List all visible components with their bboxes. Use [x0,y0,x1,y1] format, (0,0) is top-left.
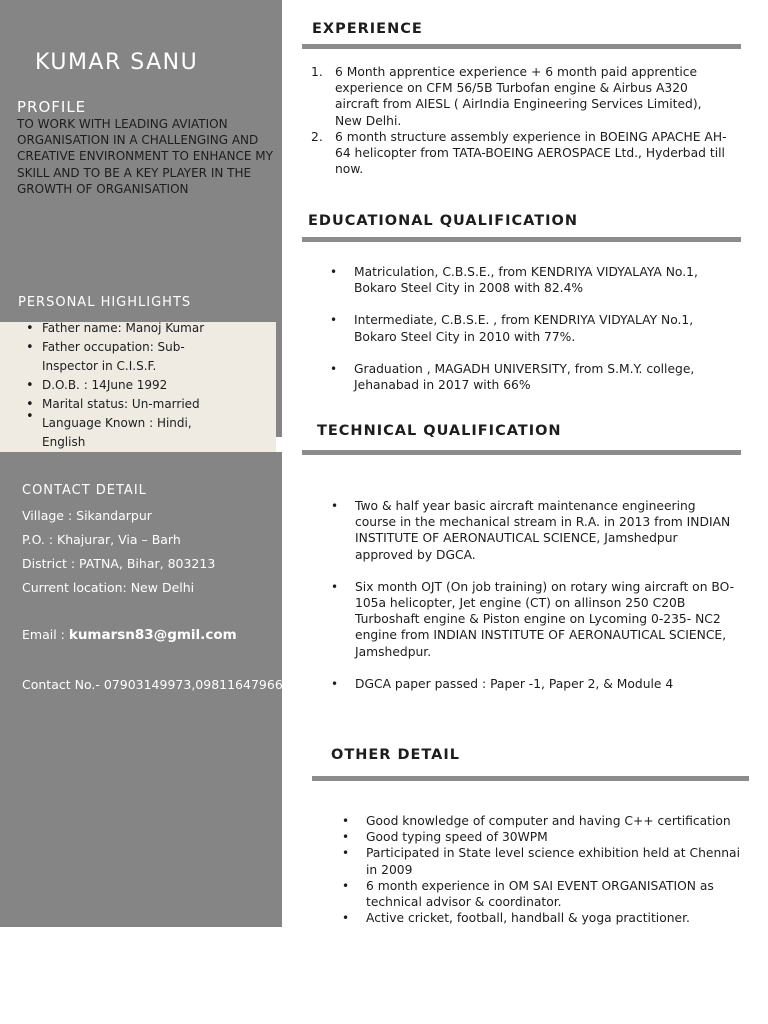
bullet-icon: • [331,499,339,513]
bullet-icon: • [330,265,338,279]
education-divider [302,237,741,242]
contact-district: District : PATNA, Bihar, 803213 [22,556,216,571]
technical-item: • Six month OJT (On job training) on rotary wing aircraft on BO-105a helicopter, Jet engine (CT) on allinson 250 C20B Turboshaft engine & Piston engine on Lycoming 0-235- NC2 engine from INDIAN INSTITUTE OF AERONAUTICAL SCIENCE, Jamshedpur. [331,579,735,659]
experience-divider [302,44,741,49]
candidate-name: KUMAR SANU [35,50,199,75]
profile-text: TO WORK WITH LEADING AVIATION ORGANISATION IN A CHALLENGING AND CREATIVE ENVIRONMENT TO ENHANCE MY SKILL AND TO BE A KEY PLAYER IN THE GROWTH OF ORGANISATION [17,117,273,196]
highlight-languages-cont: English [42,435,86,449]
education-item: • Graduation , MAGADH UNIVERSITY, from S.M.Y. college, Jehanabad in 2017 with 66% [330,361,695,393]
other-item: • Active cricket, football, handball & yoga practitioner. [342,911,690,926]
bullet-icon: • [342,830,350,845]
technical-heading: TECHNICAL QUALIFICATION [317,423,562,439]
bullet-icon: • [26,397,34,412]
highlight-father-occupation-cont: Inspector in C.I.S.F. [42,359,157,373]
contact-po: P.O. : Khajurar, Via – Barh [22,532,181,547]
highlight-father-name: • Father name: Manoj Kumar [26,321,205,336]
technical-list [331,498,736,692]
other-divider [312,776,749,781]
bullet-icon: • [342,878,350,893]
education-item: • Matriculation, C.B.S.E., from KENDRIYA VIDYALAYA No.1, Bokaro Steel City in 2008 with 82.4% [330,265,698,296]
contact-location: Current location: New Delhi [22,580,195,595]
other-item: • Good knowledge of computer and having C++ certification [342,814,731,828]
experience-item: 2. 6 month structure assembly experience in BOEING APACHE AH-64 helicopter from TATA-BOEING AEROSPACE Ltd., Hyderbad till now. [311,129,727,177]
bullet-icon: • [342,846,350,861]
contact-village: Village : Sikandarpur [22,508,152,523]
technical-divider [302,450,741,455]
contact-email [22,627,237,643]
education-list [330,264,725,393]
education-heading: EDUCATIONAL QUALIFICATION [308,213,579,229]
bullet-icon: • [26,340,34,355]
personal-highlights-heading: PERSONAL HIGHLIGHTS [18,295,192,310]
email-label: Email : [22,627,69,642]
bullet-icon: • [330,361,338,376]
bullet-icon: • [26,378,34,393]
personal-highlights-list [0,319,276,452]
contact-heading: CONTACT DETAIL [22,483,147,498]
highlight-languages: • Language Known : Hindi, [26,409,192,430]
education-item: • Intermediate, C.B.S.E. , from KENDRIYA VIDYALAY No.1, Bokaro Steel City in 2010 with 77%. [330,313,694,344]
bullet-icon: • [330,313,338,328]
bullet-icon: • [331,579,339,594]
bullet-icon: • [342,911,350,926]
bullet-icon: • [26,321,34,336]
profile-heading: PROFILE [17,98,87,116]
highlight-marital-status: • Marital status: Un-married [26,397,200,412]
bullet-icon: • [331,676,339,691]
contact-phone: Contact No.- 07903149973,09811647966 [22,677,283,692]
technical-item: • DGCA paper passed : Paper -1, Paper 2, & Module 4 [331,676,674,691]
other-item: • Participated in State level science exhibition held at Chennai in 2009 [342,846,740,877]
experience-item: 1. 6 Month apprentice experience + 6 month paid apprentice experience on CFM 56/5B Turbofan engine & Airbus A320 aircraft from AIESL ( AirIndia Engineering Services Limited), New Delhi. [311,65,702,128]
bullet-icon: • [342,814,350,828]
highlight-father-occupation: • Father occupation: Sub- [26,340,185,355]
other-item: • 6 month experience in OM SAI EVENT ORGANISATION as technical advisor & coordinator. [342,878,714,910]
experience-heading: EXPERIENCE [312,21,423,37]
experience-list [311,64,731,177]
other-item: • Good typing speed of 30WPM [342,830,548,845]
highlight-dob: • D.O.B. : 14June 1992 [26,378,168,393]
other-list [342,813,742,926]
other-heading: OTHER DETAIL [331,747,461,763]
technical-item: • Two & half year basic aircraft maintenance engineering course in the mechanical stream in R.A. in 2013 from INDIAN INSTITUTE OF AERONAUTICAL SCIENCE, Jamshedpur approved by DGCA. [331,499,731,562]
bullet-icon: • [26,409,34,424]
email-value[interactable]: kumarsn83@gmil.com [68,627,237,643]
sidebar-background-strip [276,322,282,437]
